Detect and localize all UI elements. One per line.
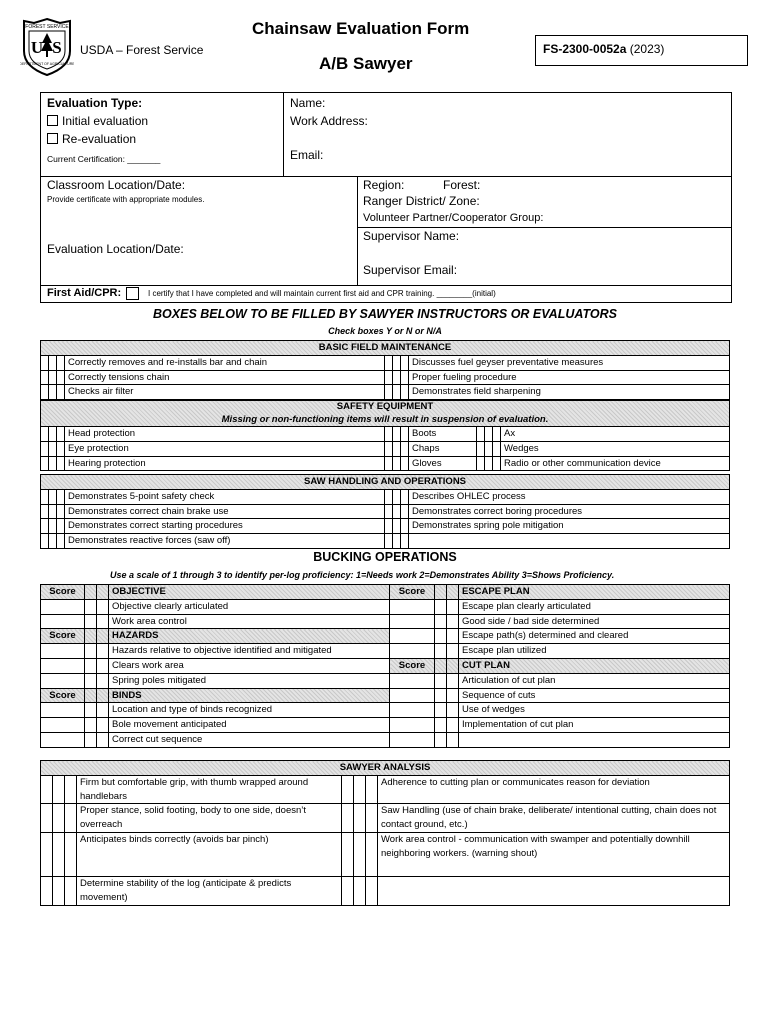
sawyer-row (41, 804, 730, 833)
check-cell[interactable] (49, 519, 57, 534)
check-cell[interactable] (49, 456, 57, 471)
check-cell[interactable] (493, 456, 501, 471)
bucking-item: Bole movement anticipated (109, 718, 390, 733)
check-cell[interactable] (485, 441, 493, 456)
saw-item: Demonstrates correct starting procedures (65, 519, 385, 534)
sawyer-item: Determine stability of the log (anticipate & predicts movement) (77, 876, 342, 905)
form-number-box (535, 35, 748, 66)
check-cell[interactable] (385, 534, 393, 549)
check-cell[interactable] (354, 804, 366, 833)
bucking-row (41, 644, 730, 659)
safety-item: Hearing protection (65, 456, 385, 471)
score-cell[interactable] (97, 688, 109, 703)
check-cell[interactable] (41, 876, 53, 905)
check-cell[interactable] (49, 427, 57, 442)
bucking-item: Clears work area (109, 658, 390, 673)
supervisor-name-field[interactable]: Supervisor Name: (363, 229, 460, 243)
score-cell[interactable] (97, 644, 109, 659)
score-cell[interactable] (435, 644, 447, 659)
check-cell[interactable] (41, 489, 49, 504)
check-cell[interactable] (354, 775, 366, 804)
check-cell[interactable] (385, 519, 393, 534)
bucking-item: Implementation of cut plan (459, 718, 730, 733)
check-cell[interactable] (49, 370, 57, 385)
check-cell[interactable] (41, 427, 49, 442)
score-cell[interactable] (85, 703, 97, 718)
saw-item: Demonstrates 5-point safety check (65, 489, 385, 504)
first-aid-certify-text: I certify that I have completed and will maintain current first aid and CPR training. ________(initial) (148, 289, 496, 298)
score-cell[interactable] (41, 673, 85, 688)
score-cell[interactable] (41, 644, 85, 659)
score-cell[interactable] (41, 599, 85, 614)
check-note: Check boxes Y or N or N/A (328, 326, 442, 336)
check-cell[interactable] (354, 832, 366, 876)
check-cell[interactable] (41, 385, 49, 400)
score-header: Score (390, 658, 435, 673)
classroom-location-field[interactable]: Classroom Location/Date: (47, 178, 186, 192)
score-cell[interactable] (97, 599, 109, 614)
score-cell[interactable] (85, 614, 97, 629)
check-cell[interactable] (49, 385, 57, 400)
score-cell[interactable] (85, 718, 97, 733)
basic-item: Checks air filter (65, 385, 385, 400)
score-cell[interactable] (447, 673, 459, 688)
basic-item: Discusses fuel geyser preventative measures (409, 355, 730, 370)
check-cell[interactable] (401, 504, 409, 519)
check-cell[interactable] (485, 456, 493, 471)
check-cell[interactable] (342, 876, 354, 905)
score-cell[interactable] (41, 614, 85, 629)
score-cell[interactable] (390, 614, 435, 629)
score-cell[interactable] (390, 629, 435, 644)
check-cell[interactable] (366, 804, 378, 833)
check-cell[interactable] (393, 355, 401, 370)
score-cell[interactable] (41, 732, 85, 747)
first-aid-checkbox[interactable] (126, 287, 139, 300)
score-cell[interactable] (85, 629, 97, 644)
check-cell[interactable] (57, 370, 65, 385)
score-cell[interactable] (447, 658, 459, 673)
saw-handling-table (40, 474, 730, 549)
score-cell[interactable] (435, 732, 447, 747)
saw-item: Demonstrates spring pole mitigation (409, 519, 730, 534)
evaluation-type-label: Evaluation Type: (47, 96, 143, 110)
current-certification-field[interactable]: Current Certification: _______ (47, 154, 161, 164)
bucking-row (41, 673, 730, 688)
check-cell[interactable] (65, 832, 77, 876)
score-cell[interactable] (97, 614, 109, 629)
logo-letter-s: S (52, 38, 62, 57)
check-cell[interactable] (385, 504, 393, 519)
bucking-item: Escape plan clearly articulated (459, 599, 730, 614)
check-cell[interactable] (57, 504, 65, 519)
score-cell[interactable] (85, 688, 97, 703)
check-cell[interactable] (57, 427, 65, 442)
forest-service-logo (20, 17, 74, 77)
score-cell[interactable] (390, 688, 435, 703)
bucking-title: BUCKING OPERATIONS (313, 550, 457, 564)
score-cell[interactable] (390, 703, 435, 718)
name-field[interactable]: Name: (290, 96, 326, 110)
initial-evaluation-option[interactable] (47, 114, 148, 128)
check-cell[interactable] (342, 832, 354, 876)
check-cell[interactable] (385, 355, 393, 370)
sawyer-analysis-table (40, 760, 730, 906)
score-cell[interactable] (97, 703, 109, 718)
logo-text-top: FOREST SERVICE (25, 24, 69, 30)
region-field[interactable]: Region: (363, 178, 405, 192)
check-cell[interactable] (393, 441, 401, 456)
check-cell[interactable] (49, 489, 57, 504)
check-cell[interactable] (342, 775, 354, 804)
form-title: Chainsaw Evaluation Form (252, 19, 470, 38)
check-cell[interactable] (366, 876, 378, 905)
initial-evaluation-checkbox[interactable] (47, 115, 58, 126)
check-cell[interactable] (385, 456, 393, 471)
check-cell[interactable] (393, 370, 401, 385)
bucking-row (41, 658, 730, 673)
bucking-item: Hazards relative to objective identified and mitigated (109, 644, 390, 659)
score-cell[interactable] (97, 673, 109, 688)
score-cell[interactable] (390, 732, 435, 747)
score-cell[interactable] (85, 732, 97, 747)
sawyer-item: Proper stance, solid footing, body to one side, doesn’t overreach (77, 804, 342, 833)
basic-item: Correctly tensions chain (65, 370, 385, 385)
score-cell[interactable] (435, 703, 447, 718)
safety-title: SAFETY EQUIPMENT (336, 401, 434, 412)
reevaluation-label: Re-evaluation (62, 132, 137, 146)
evaluation-location-field[interactable]: Evaluation Location/Date: (47, 242, 184, 256)
score-cell[interactable] (41, 703, 85, 718)
sawyer-item (378, 876, 730, 905)
boxes-heading: BOXES BELOW TO BE FILLED BY SAWYER INSTRUCTORS OR EVALUATORS (153, 307, 617, 321)
check-cell[interactable] (49, 441, 57, 456)
bucking-item: Escape plan utilized (459, 644, 730, 659)
safety-equipment-table (40, 400, 730, 471)
score-cell[interactable] (447, 703, 459, 718)
safety-header (41, 401, 730, 427)
check-cell[interactable] (385, 489, 393, 504)
email-field[interactable]: Email: (290, 148, 324, 162)
score-cell[interactable] (435, 629, 447, 644)
score-header: Score (390, 585, 435, 600)
score-cell[interactable] (390, 673, 435, 688)
check-cell[interactable] (57, 355, 65, 370)
logo-text-bottom: DEPARTMENT OF AGRICULTURE (20, 62, 74, 66)
score-cell[interactable] (390, 599, 435, 614)
score-cell[interactable] (435, 614, 447, 629)
check-cell[interactable] (41, 534, 49, 549)
logo-letter-u: U (30, 38, 44, 57)
score-cell[interactable] (85, 644, 97, 659)
bucking-item: Work area control (109, 614, 390, 629)
check-cell[interactable] (57, 489, 65, 504)
score-header: Score (41, 629, 85, 644)
score-cell[interactable] (41, 658, 85, 673)
safety-note: Missing or non-functioning items will result in suspension of evaluation. (221, 413, 549, 425)
check-cell[interactable] (65, 804, 77, 833)
check-cell[interactable] (41, 441, 49, 456)
check-cell[interactable] (53, 876, 65, 905)
check-cell[interactable] (57, 456, 65, 471)
score-cell[interactable] (447, 629, 459, 644)
check-cell[interactable] (41, 456, 49, 471)
classroom-note: Provide certificate with appropriate modules. (47, 195, 205, 204)
form-subtitle: A/B Sawyer (319, 54, 413, 73)
bucking-section-heading: ESCAPE PLAN (459, 585, 730, 600)
volunteer-group-field[interactable]: Volunteer Partner/Cooperator Group: (363, 212, 544, 224)
check-cell[interactable] (385, 385, 393, 400)
check-cell[interactable] (49, 534, 57, 549)
check-cell[interactable] (393, 489, 401, 504)
check-cell[interactable] (385, 370, 393, 385)
score-header: Score (41, 585, 85, 600)
check-cell[interactable] (393, 456, 401, 471)
check-cell[interactable] (41, 804, 53, 833)
bucking-section-heading: HAZARDS (109, 629, 390, 644)
safety-item: Chaps (409, 441, 477, 456)
check-cell[interactable] (385, 441, 393, 456)
check-cell[interactable] (41, 370, 49, 385)
agency-name: USDA – Forest Service (80, 43, 204, 57)
score-cell[interactable] (435, 673, 447, 688)
bucking-row (41, 718, 730, 733)
safety-item: Radio or other communication device (501, 456, 730, 471)
sawyer-item: Anticipates binds correctly (avoids bar pinch) (77, 832, 342, 876)
score-cell[interactable] (97, 718, 109, 733)
basic-title: BASIC FIELD MAINTENANCE (41, 341, 730, 356)
sawyer-row (41, 876, 730, 905)
check-cell[interactable] (49, 355, 57, 370)
score-cell[interactable] (447, 614, 459, 629)
sawyer-item: Work area control - communication with swamper and potentially downhill neighboring workers. (warning shout) (378, 832, 730, 876)
form-number: FS-2300-0052a (543, 42, 627, 56)
check-cell[interactable] (57, 519, 65, 534)
check-cell[interactable] (401, 519, 409, 534)
basic-field-maintenance-table (40, 340, 730, 400)
first-aid-label: First Aid/CPR: (47, 287, 122, 299)
score-cell[interactable] (97, 629, 109, 644)
work-address-field[interactable]: Work Address: (290, 114, 368, 128)
check-cell[interactable] (477, 427, 485, 442)
score-cell[interactable] (447, 585, 459, 600)
bucking-row (41, 732, 730, 747)
score-cell[interactable] (447, 688, 459, 703)
bucking-item: Objective clearly articulated (109, 599, 390, 614)
score-cell[interactable] (435, 585, 447, 600)
bucking-item: Location and type of binds recognized (109, 703, 390, 718)
bucking-item: Spring poles mitigated (109, 673, 390, 688)
check-cell[interactable] (493, 427, 501, 442)
forest-field[interactable]: Forest: (443, 178, 481, 192)
check-cell[interactable] (393, 519, 401, 534)
score-cell[interactable] (447, 718, 459, 733)
check-cell[interactable] (393, 385, 401, 400)
check-cell[interactable] (401, 489, 409, 504)
check-cell[interactable] (41, 775, 53, 804)
safety-item: Boots (409, 427, 477, 442)
check-cell[interactable] (65, 876, 77, 905)
bucking-row (41, 688, 730, 703)
bucking-row (41, 585, 730, 600)
safety-item: Wedges (501, 441, 730, 456)
check-cell[interactable] (401, 534, 409, 549)
check-cell[interactable] (401, 441, 409, 456)
score-cell[interactable] (97, 732, 109, 747)
safety-item: Ax (501, 427, 730, 442)
score-cell[interactable] (447, 732, 459, 747)
check-cell[interactable] (41, 355, 49, 370)
bucking-row (41, 629, 730, 644)
bucking-section-heading: BINDS (109, 688, 390, 703)
saw-item: Demonstrates correct chain brake use (65, 504, 385, 519)
score-cell[interactable] (435, 599, 447, 614)
check-cell[interactable] (57, 441, 65, 456)
score-cell[interactable] (85, 658, 97, 673)
basic-item: Correctly removes and re-installs bar and chain (65, 355, 385, 370)
bucking-row (41, 599, 730, 614)
check-cell[interactable] (57, 385, 65, 400)
check-cell[interactable] (401, 385, 409, 400)
initial-evaluation-label: Initial evaluation (62, 114, 149, 128)
saw-item: Describes OHLEC process (409, 489, 730, 504)
check-cell[interactable] (49, 504, 57, 519)
check-cell[interactable] (477, 456, 485, 471)
check-cell[interactable] (393, 427, 401, 442)
bucking-item: Articulation of cut plan (459, 673, 730, 688)
reevaluation-checkbox[interactable] (47, 133, 58, 144)
bucking-item: Use of wedges (459, 703, 730, 718)
check-cell[interactable] (393, 534, 401, 549)
bucking-item: Correct cut sequence (109, 732, 390, 747)
check-cell[interactable] (41, 832, 53, 876)
bucking-item: Sequence of cuts (459, 688, 730, 703)
bucking-table (40, 584, 730, 748)
safety-item: Eye protection (65, 441, 385, 456)
bucking-scale-note: Use a scale of 1 through 3 to identify per-log proficiency: 1=Needs work 2=Demonstrates Ability 3=Shows Proficiency. (110, 570, 615, 580)
safety-item: Head protection (65, 427, 385, 442)
sawyer-row (41, 832, 730, 876)
check-cell[interactable] (366, 775, 378, 804)
score-cell[interactable] (435, 688, 447, 703)
check-cell[interactable] (485, 427, 493, 442)
check-cell[interactable] (53, 804, 65, 833)
sawyer-item: Firm but comfortable grip, with thumb wrapped around handlebars (77, 775, 342, 804)
check-cell[interactable] (493, 441, 501, 456)
basic-item: Proper fueling procedure (409, 370, 730, 385)
score-cell[interactable] (85, 673, 97, 688)
score-cell[interactable] (447, 599, 459, 614)
score-cell[interactable] (390, 718, 435, 733)
score-cell[interactable] (41, 718, 85, 733)
bucking-item: Escape path(s) determined and cleared (459, 629, 730, 644)
bucking-item: Good side / bad side determined (459, 614, 730, 629)
reevaluation-option[interactable] (47, 132, 136, 146)
bucking-row (41, 614, 730, 629)
score-cell[interactable] (97, 585, 109, 600)
form-year: (2023) (629, 42, 665, 56)
check-cell[interactable] (65, 775, 77, 804)
bucking-section-heading: CUT PLAN (459, 658, 730, 673)
check-cell[interactable] (477, 441, 485, 456)
bucking-section-heading: OBJECTIVE (109, 585, 390, 600)
sawyer-item: Adherence to cutting plan or communicates reason for deviation (378, 775, 730, 804)
check-cell[interactable] (354, 876, 366, 905)
score-cell[interactable] (85, 585, 97, 600)
sawyer-title: SAWYER ANALYSIS (41, 761, 730, 776)
score-cell[interactable] (85, 599, 97, 614)
score-cell[interactable] (435, 658, 447, 673)
score-cell[interactable] (447, 644, 459, 659)
saw-item (409, 534, 730, 549)
check-cell[interactable] (385, 427, 393, 442)
check-cell[interactable] (41, 504, 49, 519)
score-cell[interactable] (97, 658, 109, 673)
basic-item: Demonstrates field sharpening (409, 385, 730, 400)
saw-item: Demonstrates reactive forces (saw off) (65, 534, 385, 549)
check-cell[interactable] (41, 519, 49, 534)
sawyer-item: Saw Handling (use of chain brake, deliberate/ intentional cutting, chain does not contact ground, etc.) (378, 804, 730, 833)
saw-title: SAW HANDLING AND OPERATIONS (41, 475, 730, 490)
check-cell[interactable] (401, 427, 409, 442)
score-cell[interactable] (435, 718, 447, 733)
safety-item: Gloves (409, 456, 477, 471)
score-cell[interactable] (390, 644, 435, 659)
sawyer-row (41, 775, 730, 804)
check-cell[interactable] (401, 456, 409, 471)
check-cell[interactable] (342, 804, 354, 833)
bucking-item (459, 732, 730, 747)
check-cell[interactable] (393, 504, 401, 519)
ranger-district-field[interactable]: Ranger District/ Zone: (363, 194, 480, 208)
saw-item: Demonstrates correct boring procedures (409, 504, 730, 519)
check-cell[interactable] (366, 832, 378, 876)
bucking-row (41, 703, 730, 718)
check-cell[interactable] (53, 832, 65, 876)
check-cell[interactable] (57, 534, 65, 549)
check-cell[interactable] (401, 370, 409, 385)
check-cell[interactable] (401, 355, 409, 370)
check-cell[interactable] (53, 775, 65, 804)
supervisor-email-field[interactable]: Supervisor Email: (363, 263, 458, 277)
score-header: Score (41, 688, 85, 703)
